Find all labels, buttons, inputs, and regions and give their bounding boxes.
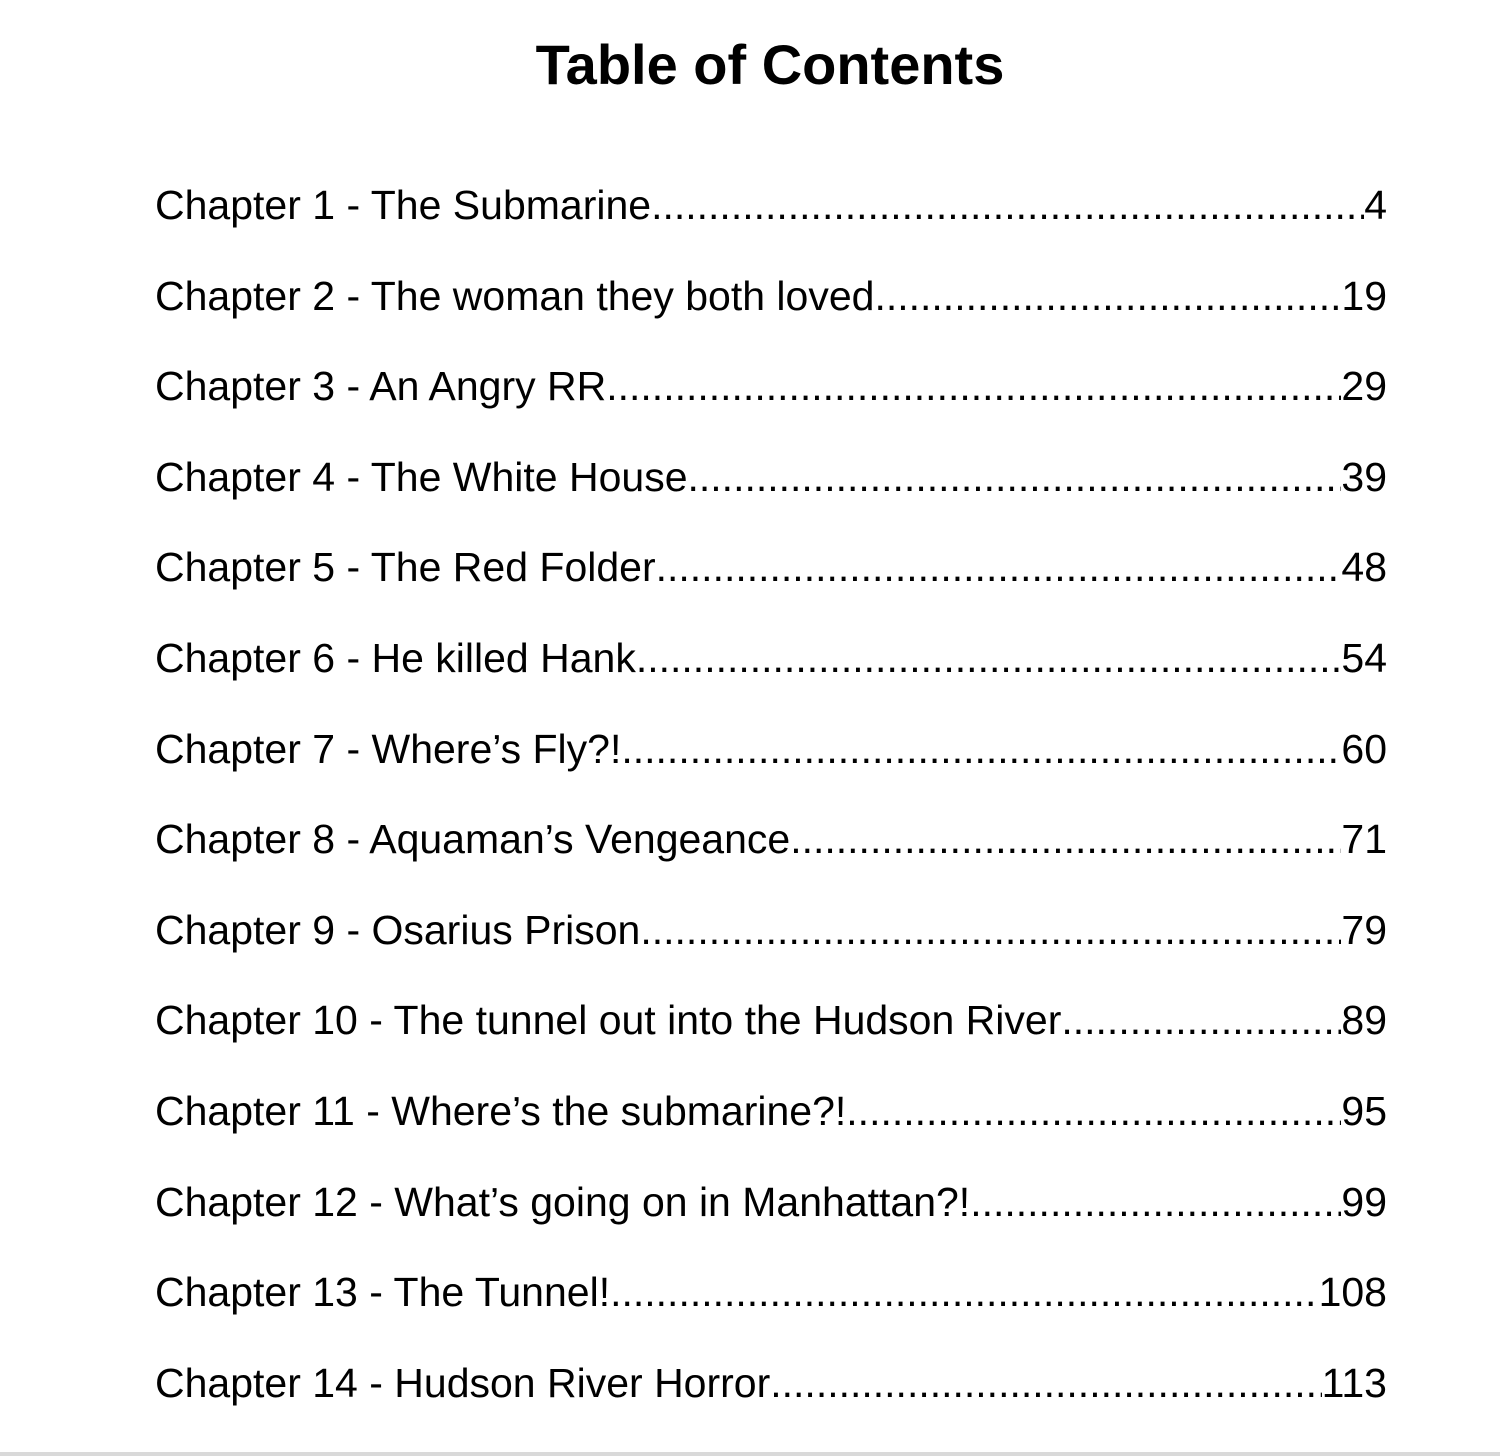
toc-entry-page: 71	[1341, 816, 1387, 863]
toc-entry-label: Chapter 14 - Hudson River Horror	[155, 1359, 771, 1406]
toc-entry	[155, 1173, 1387, 1264]
dot-leader	[874, 267, 1341, 325]
dot-leader	[636, 629, 1342, 687]
dot-leader	[688, 448, 1342, 506]
toc-entry-label: Chapter 11 - Where’s the submarine?!	[155, 1087, 847, 1134]
dot-leader	[606, 357, 1341, 415]
toc-entry-page: 4	[1364, 182, 1387, 228]
toc-entry-label: Chapter 10 - The tunnel out into the Hudson River	[155, 997, 1062, 1044]
toc-entry-page: 79	[1341, 906, 1387, 953]
toc-entry-label: Chapter 2 - The woman they both loved	[155, 272, 875, 319]
toc-entry	[155, 810, 1387, 901]
toc-entry-page: 60	[1341, 725, 1387, 772]
toc-entry-page: 39	[1341, 453, 1387, 500]
dot-leader	[1061, 991, 1341, 1049]
page-title: Table of Contents	[535, 33, 1005, 96]
toc-entry-page: 113	[1321, 1359, 1387, 1406]
toc-entry-page: 108	[1318, 1269, 1387, 1316]
toc-entry-label: Chapter 4 - The White House	[155, 453, 688, 500]
dot-leader	[640, 901, 1341, 959]
dot-leader	[656, 538, 1342, 596]
toc-entry	[155, 448, 1387, 539]
dot-leader	[651, 176, 1364, 234]
toc-entry-page: 48	[1341, 544, 1387, 591]
toc-entry	[155, 357, 1387, 448]
toc-entry-label: Chapter 7 - Where’s Fly?!	[155, 725, 622, 772]
toc-entry-page: 89	[1341, 997, 1387, 1044]
toc-entry-label: Chapter 5 - The Red Folder	[155, 544, 656, 591]
dot-leader	[790, 810, 1341, 868]
dot-leader	[846, 1082, 1341, 1140]
toc-entry	[155, 538, 1387, 629]
toc-entry	[155, 1082, 1387, 1173]
toc-entry	[155, 991, 1387, 1082]
toc-entry-label: Chapter 8 - Aquaman’s Vengeance	[155, 816, 791, 863]
toc-entry-label: Chapter 1 - The Submarine	[155, 182, 652, 228]
toc-entry	[155, 176, 1387, 267]
toc-entry-page: 99	[1341, 1178, 1387, 1225]
toc-entry-label: Chapter 9 - Osarius Prison	[155, 906, 641, 953]
toc-entry-page: 95	[1341, 1087, 1387, 1134]
dot-leader	[621, 720, 1341, 778]
toc-entry-page: 29	[1341, 363, 1387, 410]
toc-entry-label: Chapter 12 - What’s going on in Manhattan?!	[155, 1178, 971, 1225]
toc-entry-page: 19	[1341, 272, 1387, 319]
toc-entry	[155, 720, 1387, 811]
toc-entry-label: Chapter 13 - The Tunnel!	[155, 1269, 611, 1316]
dot-leader	[610, 1263, 1318, 1321]
toc-entry	[155, 1354, 1387, 1445]
toc-entry-page: 54	[1341, 634, 1387, 681]
toc-entry-label: Chapter 3 - An Angry RR	[155, 363, 607, 410]
dot-leader	[970, 1173, 1341, 1231]
toc-entry	[155, 1263, 1387, 1354]
dot-leader	[770, 1354, 1321, 1412]
toc-entry	[155, 629, 1387, 720]
toc-entry	[155, 267, 1387, 358]
toc-entry	[155, 901, 1387, 992]
toc-entry-label: Chapter 6 - He killed Hank	[155, 634, 636, 681]
toc-list	[155, 176, 1387, 1444]
page-bottom-edge	[0, 1452, 1500, 1456]
